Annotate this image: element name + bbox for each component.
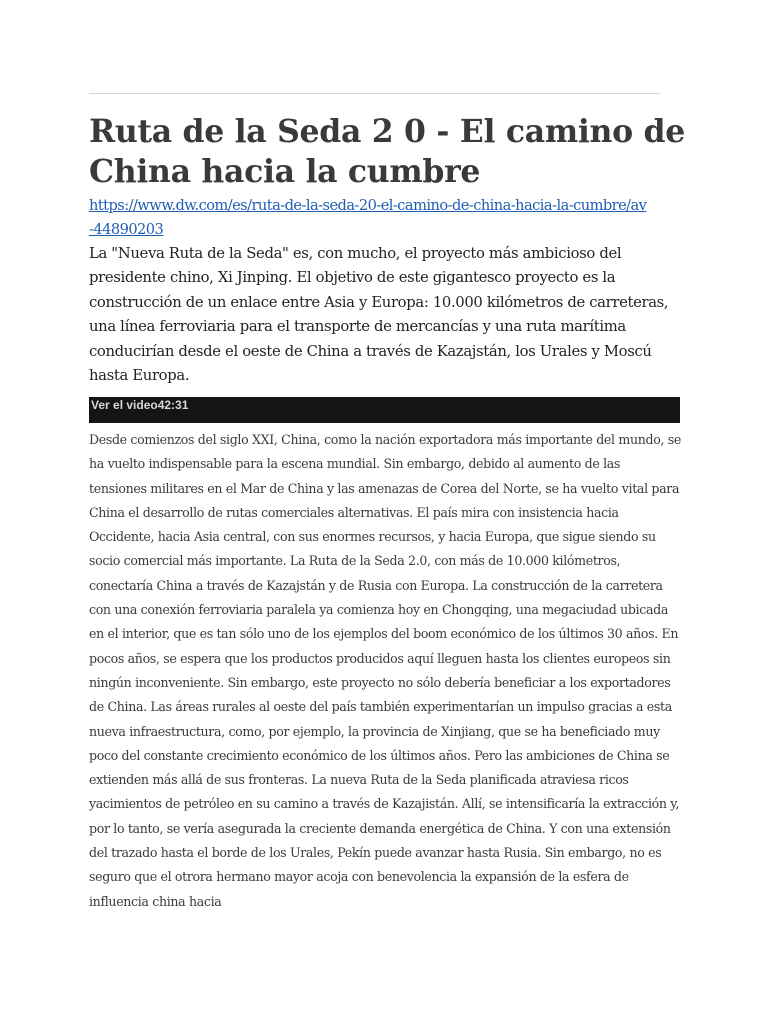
article-url-link[interactable]: https://www.dw.com/es/ruta-de-la-seda-20-el-camino-de-china-hacia-la-cumbre/av-44890203 (89, 197, 647, 238)
article-lead-paragraph: La "Nueva Ruta de la Seda" es, con mucho, el proyecto más ambicioso del presidente chino, Xi Jinping. El objetivo de este gigantesco proyecto es la construcción de un enlace entre Asia y Europa: 10.000 kilómetros de carreteras, una línea ferroviaria para el transporte de mercancías y una ruta marítima conducirían desde el oeste de China a través de Kazajstán, los Urales y Moscú hasta Europa. (89, 245, 669, 385)
video-bar[interactable] (89, 397, 680, 423)
top-divider (89, 93, 660, 94)
article-body-paragraph: Desde comienzos del siglo XXI, China, como la nación exportadora más importante del mundo, se ha vuelto indispensable para la escena mundial. Sin embargo, debido al aumento de las tensiones militares en el Mar de China y las amenazas de Corea del Norte, se ha vuelto vital para China el desarrollo de rutas comerciales alternativas. El país mira con insistencia hacia Occidente, hacia Asia central, con sus enormes recursos, y hacia Europa, que sigue siendo su socio comercial más importante. La Ruta de la Seda 2.0, con más de 10.000 kilómetros, conectaría China a través de Kazajstán y de Rusia con Europa. La construcción de la carretera con una conexión ferroviaria paralela ya comienza hoy en Chongqing, una megaciudad ubicada en el interior, que es tan sólo uno de los ejemplos del boom económico de los últimos 30 años. En pocos años, se espera que los productos producidos aquí lleguen hasta los clientes europeos sin ningún inconveniente. Sin embargo, este proyecto no sólo debería beneficiar a los exportadores de China. Las áreas rurales al oeste del país también experimentarían un impulso gracias a esta nueva infraestructura, como, por ejemplo, la provincia de Xinjiang, que se ha beneficiado muy poco del constante crecimiento económico de los últimos años. Pero las ambiciones de China se extienden más allá de sus fronteras. La nueva Ruta de la Seda planificada atraviesa ricos yacimientos de petróleo en su camino a través de Kazajistán. Allí, se intensificaría la extracción y, por lo tanto, se vería asegurada la creciente demanda energética de China. Y con una extensión del trazado hasta el borde de los Urales, Pekín puede avanzar hasta Rusia. Sin embargo, no es seguro que el otrora hermano mayor acoja con benevolencia la expansión de la esfera de influencia china hacia (89, 432, 681, 909)
article-title: Ruta de la Seda 2 0 - El camino de China hacia la cumbre (89, 113, 685, 190)
video-link-label[interactable]: Ver el video42:31 (91, 398, 189, 412)
